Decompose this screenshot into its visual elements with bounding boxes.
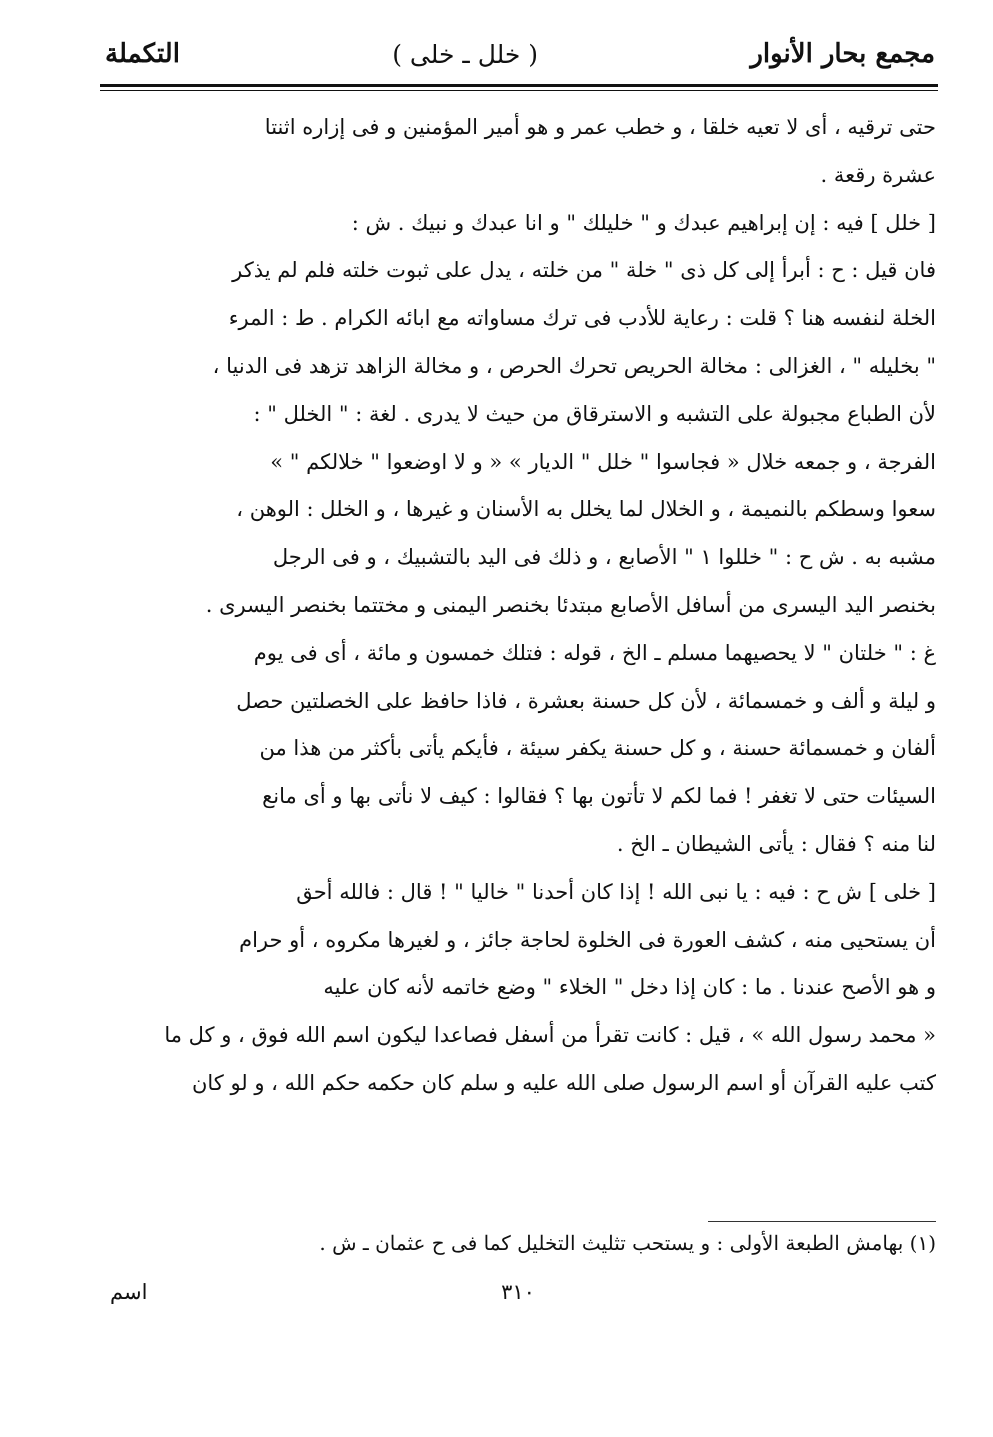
text-line: [ خلى ] ش ح : فيه : يا نبى الله ! إذا كان أحدنا " خاليا " ! قال : فالله أحق bbox=[296, 879, 936, 904]
text-line: الفرجة ، و جمعه خلال « فجاسوا " خلل " الديار » « و لا اوضعوا " خلالكم " » bbox=[270, 449, 936, 474]
page-number: ٣١٠ bbox=[501, 1280, 535, 1304]
running-header bbox=[105, 28, 935, 80]
text-line: سعوا وسطكم بالنميمة ، و الخلال لما يخلل به الأسنان و غيرها ، و الخلل : الوهن ، bbox=[236, 497, 936, 522]
text-line: كتب عليه القرآن أو اسم الرسول صلى الله عليه و سلم كان حكمه حكم الله ، و لو كان bbox=[191, 1070, 936, 1095]
text-line: " بخليله " ، الغزالى : مخالة الحريص تحرك الحرص ، و مخالة الزاهد تزهد فى الدنيا ، bbox=[212, 353, 936, 378]
header-rule-thin bbox=[100, 90, 938, 91]
text-line: لنا منه ؟ فقال : يأتى الشيطان ـ الخ . bbox=[616, 831, 936, 856]
text-line: فان قيل : ح : أبرأ إلى كل ذى " خلة " من خلته ، يدل على ثبوت خلته فلم لم يذكر bbox=[232, 258, 936, 283]
text-line: ألفان و خمسمائة حسنة ، و كل حسنة يكفر سيئة ، فأيكم يأتى بأكثر من هذا من bbox=[259, 736, 936, 761]
text-line: و ليلة و ألف و خمسمائة ، لأن كل حسنة بعشرة ، فاذا حافظ على الخصلتين حصل bbox=[236, 688, 936, 713]
main-text bbox=[100, 104, 936, 1108]
text-line: [ خلل ] فيه : إن إبراهيم عبدك و " خليلك " و انا عبدك و نبيك . ش : bbox=[351, 210, 936, 235]
text-line: عشرة رقعة . bbox=[820, 162, 936, 187]
header-entry-range: ( خلل ـ خلى ) bbox=[392, 39, 539, 69]
text-line: مشبه به . ش ح : " خللوا ١ " الأصابع ، و ذلك فى اليد بالتشبيك ، و فى الرجل bbox=[272, 545, 936, 570]
text-line: « محمد رسول الله » ، قيل : كانت تقرأ من أسفل فصاعدا ليكون اسم الله فوق ، و كل ما bbox=[164, 1023, 936, 1048]
header-book-title: مجمع بحار الأنوار bbox=[750, 39, 935, 69]
text-line: أن يستحيى منه ، كشف العورة فى الخلوة لحاجة جائز ، و لغيرها مكروه ، أو حرام bbox=[239, 927, 936, 952]
catchword: اسم bbox=[110, 1280, 148, 1304]
text-line: بخنصر اليد اليسرى من أسافل الأصابع مبتدئا بخنصر اليمنى و مختتما بخنصر اليسرى . bbox=[205, 592, 936, 617]
footnote-rule bbox=[708, 1221, 936, 1222]
footnote bbox=[100, 1226, 936, 1260]
text-line: و هو الأصح عندنا . ما : كان إذا دخل " الخلاء " وضع خاتمه لأنه كان عليه bbox=[323, 975, 936, 1000]
footnote-text: (١) بهامش الطبعة الأولى : و يستحب تثليث التخليل كما فى ح عثمان ـ ش . bbox=[319, 1231, 936, 1255]
text-line: غ : " خلتان " لا يحصيهما مسلم ـ الخ ، قوله : فتلك خمسون و مائة ، أى فى يوم bbox=[253, 640, 936, 665]
text-line: الخلة لنفسه هنا ؟ قلت : رعاية للأدب فى ترك مساواته مع ابائه الكرام . ط : المرء bbox=[228, 306, 936, 331]
text-line: حتى ترقيه ، أى لا تعيه خلقا ، و خطب عمر و هو أمير المؤمنين و فى إزاره اثنتا bbox=[264, 115, 936, 139]
header-section-title: التكملة bbox=[105, 39, 180, 69]
text-line: لأن الطباع مجبولة على التشبه و الاسترقاق من حيث لا يدرى . لغة : " الخلل " : bbox=[253, 401, 936, 426]
header-rule-thick bbox=[100, 84, 938, 87]
text-line: السيئات حتى لا تغفر ! فما لكم لا تأتون بها ؟ فقالوا : كيف لا نأتى بها و أى مانع bbox=[262, 784, 936, 809]
page-footer bbox=[100, 1280, 936, 1316]
